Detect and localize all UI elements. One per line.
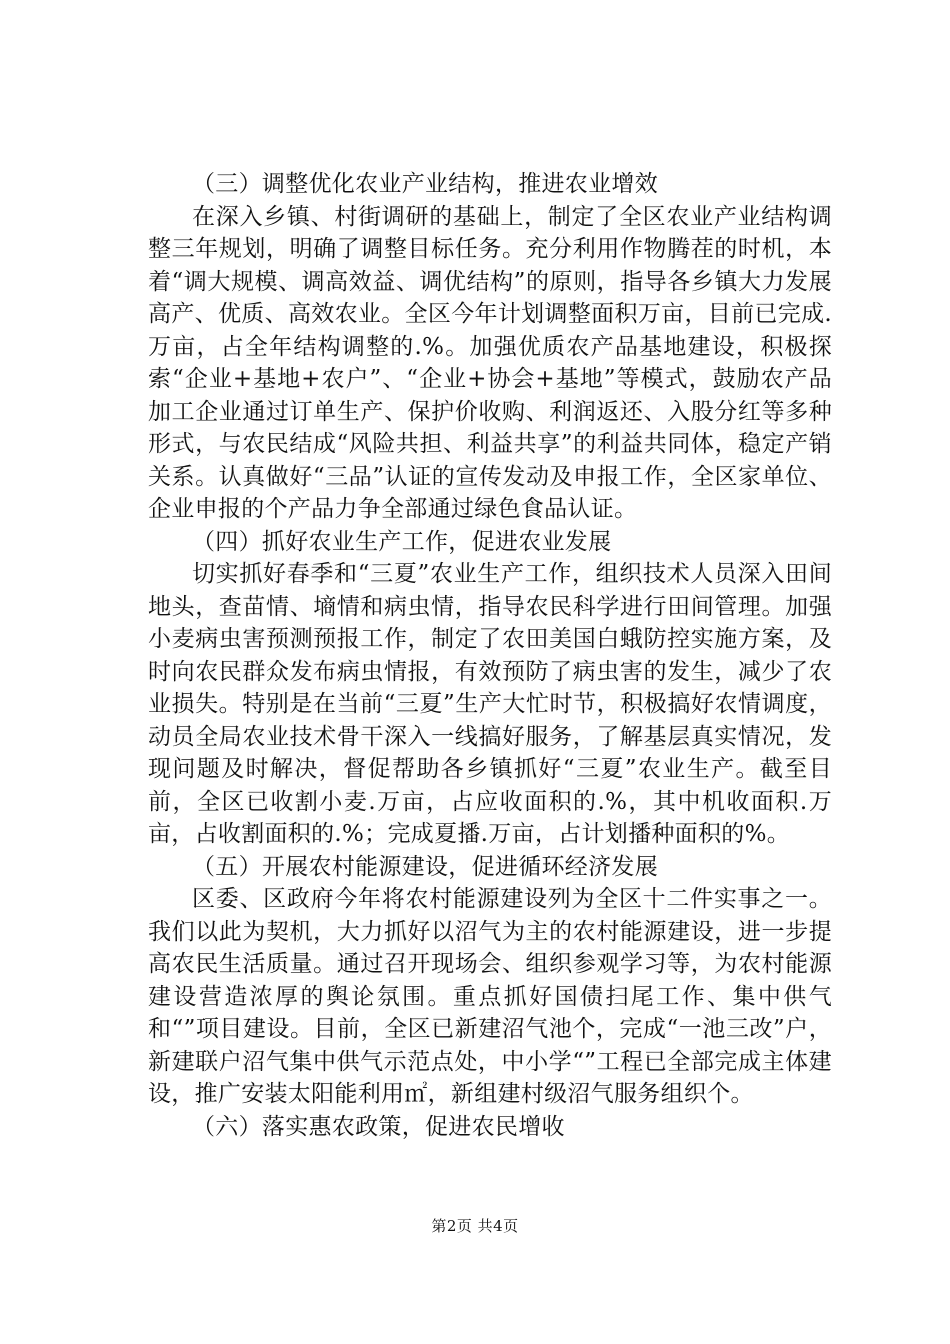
document-body [148,168,832,1143]
page-footer: 第2页 共4页 [431,1217,519,1235]
section-heading-5: （五）开展农村能源建设，促进循环经济发展 [192,853,658,880]
section-body-4: 切实抓好春季和“三夏”农业生产工作，组织技术人员深入田间地头，查苗情、墒情和病虫情，指导农民科学进行田间管理。加强小麦病虫害预测预报工作，制定了农田美国白蛾防控实施方案，及时向农民群众发布病虫情报，有效预防了病虫害的发生，减少了农业损失。特别是在当前“三夏”生产大忙时节，积极搞好农情调度，动员全局农业技术骨干深入一线搞好服务，了解基层真实情况，发现问题及时解决，督促帮助各乡镇抓好“三夏”农业生产。截至目前，全区已收割小麦.万亩，占应收面积的.%，其中机收面积.万亩，占收割面积的.%；完成夏播.万亩，占计划播种面积的%。 [148,561,832,847]
section-body-3: 在深入乡镇、村街调研的基础上，制定了全区农业产业结构调整三年规划，明确了调整目标任务。充分利用作物腾茬的时机，本着“调大规模、调高效益、调优结构”的原则，指导各乡镇大力发展高产、优质、高效农业。全区今年计划调整面积万亩，目前已完成.万亩，占全年结构调整的.%。加强优质农产品基地建设，积极探索“企业+基地+农户”、“企业+协会+基地”等模式，鼓励农产品加工企业通过订单生产、保护价收购、利润返还、入股分红等多种形式，与农民结成“风险共担、利益共享”的利益共同体，稳定产销关系。认真做好“三品”认证的宣传发动及申报工作，全区家单位、企业申报的个产品力争全部通过绿色食品认证。 [148,203,832,522]
section-body-5: 区委、区政府今年将农村能源建设列为全区十二件实事之一。我们以此为契机，大力抓好以沼气为主的农村能源建设，进一步提高农民生活质量。通过召开现场会、组织参观学习等，为农村能源建设营造浓厚的舆论氛围。重点抓好国债扫尾工作、集中供气和“”项目建设。目前，全区已新建沼气池个，完成“一池三改”户，新建联户沼气集中供气示范点处，中小学“”工程已全部完成主体建设，推广安装太阳能利用㎡，新组建村级沼气服务组织个。 [148,886,832,1107]
section-heading-4: （四）抓好农业生产工作，促进农业发展 [192,528,612,555]
section-heading-6: （六）落实惠农政策，促进农民增收 [192,1113,565,1140]
section-heading-3: （三）调整优化农业产业结构，推进农业增效 [192,171,658,197]
